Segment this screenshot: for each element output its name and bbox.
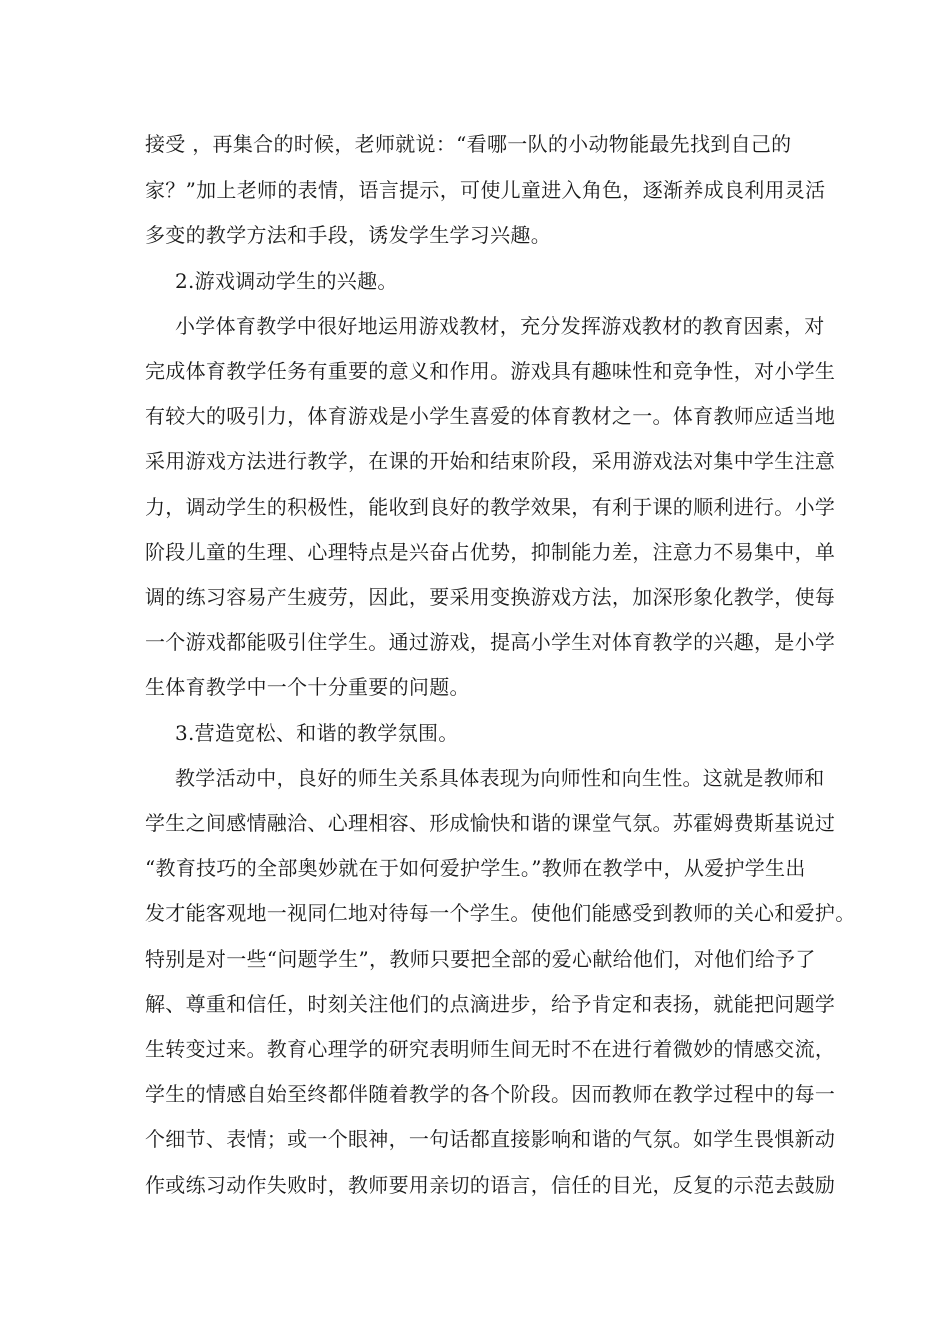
text-line: 力，调动学生的积极性，能收到良好的教学效果，有利于课的顺利进行。小学 <box>145 495 836 519</box>
text-line: 一个游戏都能吸引住学生。通过游戏，提高小学生对体育教学的兴趣，是小学 <box>145 630 836 654</box>
text-line: 小学体育教学中很好地运用游戏教材，充分发挥游戏教材的教育因素，对 <box>175 314 825 338</box>
text-line: 个细节、表情；或一个眼神，一句话都直接影响和谐的气氛。如学生畏惧新动 <box>145 1127 836 1151</box>
text-line: “教育技巧的全部奥妙就在于如何爱护学生。”教师在教学中，从爱护学生出 <box>145 856 806 880</box>
text-line: 生体育教学中一个十分重要的问题。 <box>145 675 470 699</box>
text-line: 学生之间感情融洽、心理相容、形成愉快和谐的课堂气氛。苏霍姆费斯基说过 <box>145 811 836 835</box>
text-line: 接受 ，再集合的时候，老师就说：“看哪一队的小动物能最先找到自己的 <box>145 132 792 156</box>
text-line: 完成体育教学任务有重要的意义和作用。游戏具有趣味性和竞争性，对小学生 <box>145 359 836 383</box>
text-line: 调的练习容易产生疲劳，因此，要采用变换游戏方法，加深形象化教学，使每 <box>145 585 836 609</box>
text-line: 采用游戏方法进行教学，在课的开始和结束阶段，采用游戏法对集中学生注意 <box>145 449 836 473</box>
text-line: 多变的教学方法和手段，诱发学生学习兴趣。 <box>145 223 551 247</box>
text-line: 特别是对一些“问题学生”，教师只要把全部的爱心献给他们，对他们给予了 <box>145 947 816 971</box>
text-line: 发才能客观地一视同仁地对待每一个学生。使他们能感受到教师的关心和爱护。 <box>145 901 856 925</box>
text-line: 作或练习动作失败时，教师要用亲切的语言，信任的目光，反复的示范去鼓励 <box>145 1173 836 1197</box>
section-heading: 2.游戏调动学生的兴趣。 <box>175 269 398 293</box>
text-line: 学生的情感自始至终都伴随着教学的各个阶段。因而教师在教学过程中的每一 <box>145 1082 836 1106</box>
text-line: 有较大的吸引力，体育游戏是小学生喜爱的体育教材之一。体育教师应适当地 <box>145 404 836 428</box>
text-line: 生转变过来。教育心理学的研究表明师生间无时不在进行着微妙的情感交流， <box>145 1037 836 1061</box>
text-line: 家？”加上老师的表情，语言提示，可使儿童进入角色，逐渐养成良利用灵活 <box>145 178 826 202</box>
text-line: 解、尊重和信任，时刻关注他们的点滴进步，给予肯定和表扬，就能把问题学 <box>145 992 836 1016</box>
text-line: 教学活动中，良好的师生关系具体表现为向师性和向生性。这就是教师和 <box>175 766 825 790</box>
section-heading: 3.营造宽松、和谐的教学氛围。 <box>175 721 459 745</box>
text-line: 阶段儿童的生理、心理特点是兴奋占优势，抑制能力差，注意力不易集中，单 <box>145 540 836 564</box>
